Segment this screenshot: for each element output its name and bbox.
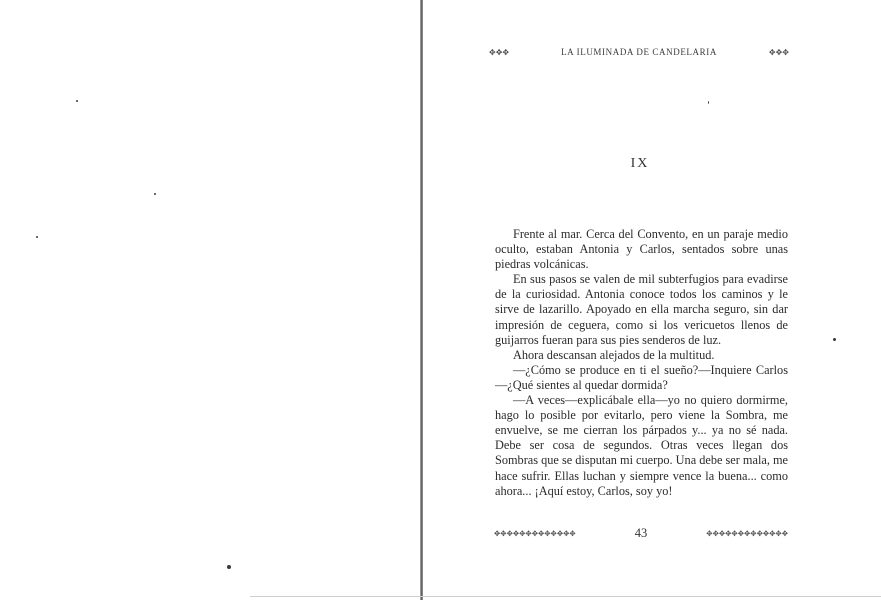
- page-speck: [154, 193, 156, 195]
- page-footer: [494, 526, 788, 540]
- footer-ornament-left: ✥✥✥✥✥✥✥✥✥✥✥✥✥: [494, 528, 576, 538]
- ornament-right: ✥✥✥: [768, 47, 789, 57]
- body-text: [495, 227, 788, 499]
- page-speck: [36, 236, 38, 238]
- running-head: [489, 45, 789, 59]
- chapter-number: IX: [630, 156, 650, 171]
- paragraph: Frente al mar. Cerca del Convento, en un paraje medio oculto, estaban Antonia y Carlos, sentados sobre unas piedras volcánicas.: [495, 227, 788, 272]
- page-speck: [708, 101, 709, 104]
- page-speck: [76, 100, 78, 102]
- running-head-title: LA ILUMINADA DE CANDELARIA: [561, 47, 717, 57]
- paragraph: En sus pasos se valen de mil subterfugios para evadirse de la curiosidad. Antonia conoce todos los caminos y le sirve de lazarillo. Apoyado en ella marcha seguro, sin dar impresión de ceguera, como si los vericuetos llenos de guijarros fueran para sus pies senderos de luz.: [495, 272, 788, 347]
- left-page: [0, 0, 421, 600]
- paragraph: Ahora descansan alejados de la multitud.: [513, 347, 715, 362]
- page-speck: [833, 338, 836, 341]
- page-speck: [227, 565, 231, 569]
- page-bottom-edge: [250, 596, 881, 597]
- ornament-left: ✥✥✥: [489, 47, 510, 57]
- paragraph: —¿Cómo se produce en ti el sueño?—Inquiere Carlos—¿Qué sientes al quedar dormida?: [495, 362, 788, 392]
- paragraph: —A veces—explicábale ella—yo no quiero dormirme, hago lo posible por evitarlo, pero viene la Sombra, me envuelve, se me cierran los párpados y... ya no sé nada. Debe ser cosa de segundos. Otras veces llegan dos Sombras que se disputan mi cuerpo. Una debe ser mala, me hace sufrir. Ellas luchan y siempre vence la buena... como ahora... ¡Aquí estoy, Carlos, soy yo!: [495, 393, 788, 498]
- footer-ornament-right: ✥✥✥✥✥✥✥✥✥✥✥✥✥: [706, 528, 788, 538]
- page-number: 43: [634, 525, 648, 540]
